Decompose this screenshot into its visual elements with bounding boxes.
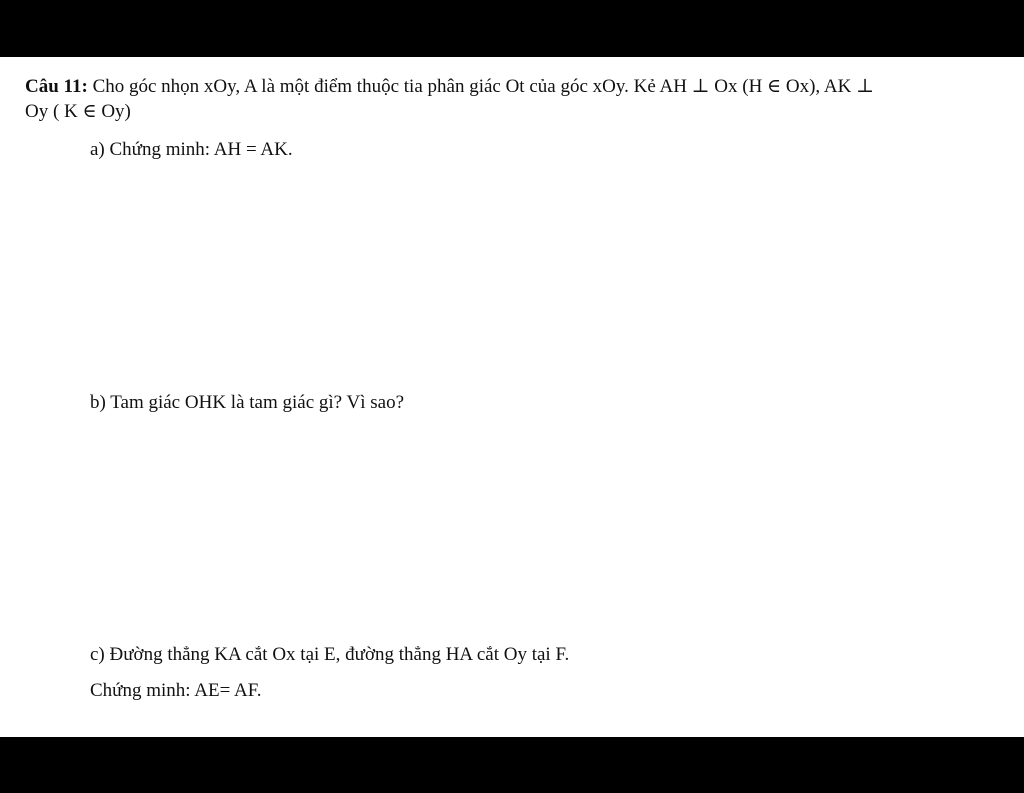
part-c-prove: Chứng minh: AE= AF. <box>90 680 262 701</box>
question-label: Câu 11: <box>25 76 88 97</box>
part-b: b) Tam giác OHK là tam giác gì? Vì sao? <box>90 392 405 413</box>
question-line-1 <box>25 75 874 99</box>
part-a: a) Chứng minh: AH = AK. <box>90 139 293 160</box>
question-line-2: Oy ( K ∈ Oy) <box>25 101 131 122</box>
document-page <box>0 57 1024 737</box>
part-c: c) Đường thẳng KA cắt Ox tại E, đường thẳng HA cắt Oy tại F. <box>90 644 570 665</box>
question-text-1: Cho góc nhọn xOy, A là một điểm thuộc tia phân giác Ot của góc xOy. Kẻ AH ⊥ Ox (H ∈ Ox), AK ⊥ <box>87 76 874 97</box>
